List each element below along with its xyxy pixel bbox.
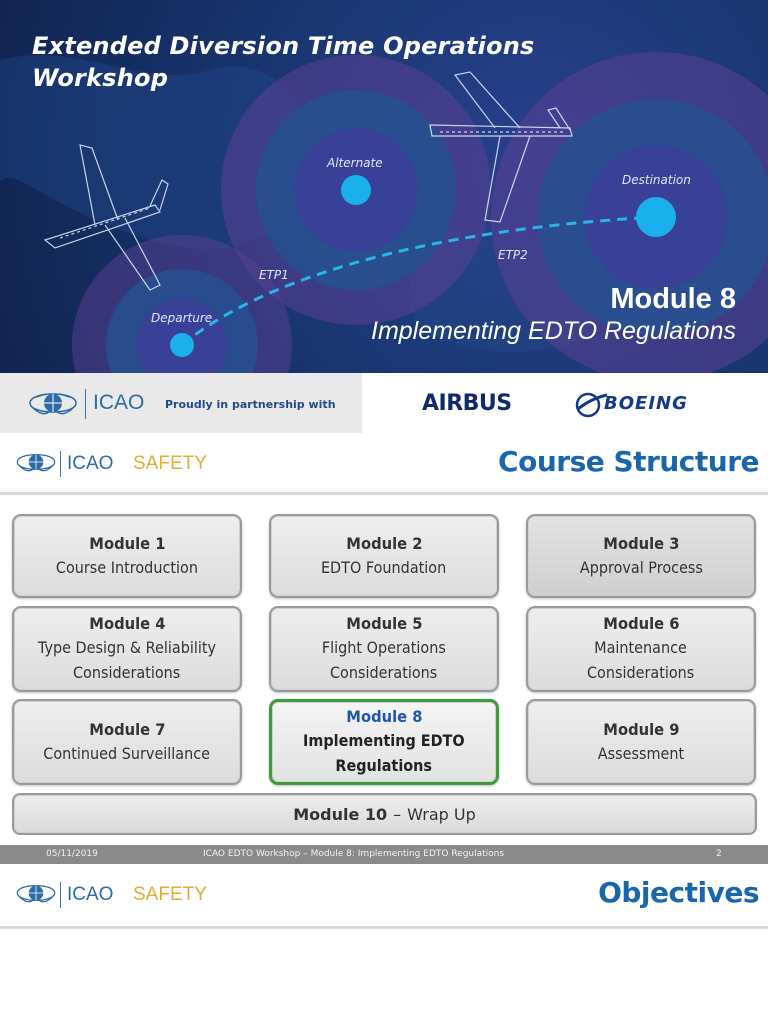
boeing-wordmark: BOEING bbox=[604, 393, 688, 414]
footer-page-number: 2 bbox=[716, 849, 722, 859]
module-title: Module 8 bbox=[345, 707, 423, 726]
module-title: Module 3 bbox=[602, 533, 680, 553]
page-title: Objectives bbox=[598, 876, 759, 909]
workshop-title bbox=[32, 30, 552, 94]
module-desc: Continued Surveillance bbox=[43, 743, 211, 763]
map-label-destination: Destination bbox=[622, 173, 691, 187]
partnership-text: Proudly in partnership with bbox=[165, 398, 336, 411]
module-grid bbox=[0, 499, 768, 845]
divider bbox=[60, 882, 61, 908]
module-badge bbox=[371, 283, 736, 347]
module-desc: Maintenance bbox=[594, 638, 688, 657]
divider bbox=[60, 451, 61, 477]
module-card-5 bbox=[269, 606, 499, 692]
icao-emblem-icon bbox=[26, 385, 80, 421]
module-card-1 bbox=[12, 514, 242, 598]
module-desc: Considerations bbox=[73, 663, 181, 682]
footer-text: ICAO EDTO Workshop – Module 8: Implementing EDTO Regulations bbox=[203, 849, 505, 859]
partner-strip bbox=[0, 373, 768, 433]
divider bbox=[85, 389, 86, 419]
objectives-header bbox=[0, 864, 768, 929]
module-card-6 bbox=[526, 606, 756, 692]
title-separator: – bbox=[393, 804, 402, 824]
icao-wordmark: ICAO bbox=[67, 453, 114, 474]
module-card-4 bbox=[12, 606, 242, 692]
module-title: Module 5 bbox=[345, 614, 423, 633]
icao-emblem-icon bbox=[14, 445, 58, 479]
title-banner bbox=[0, 0, 768, 373]
module-card-9 bbox=[526, 699, 756, 785]
module-card-3 bbox=[526, 514, 756, 598]
map-label-etp1: ETP1 bbox=[259, 268, 289, 282]
workshop-title-line1: Extended Diversion Time Operations bbox=[32, 32, 535, 60]
module-title: Module 10 bbox=[293, 804, 388, 824]
module-desc: Course Introduction bbox=[55, 557, 199, 577]
module-subtitle: Implementing EDTO Regulations bbox=[371, 317, 736, 345]
icao-wordmark: ICAO bbox=[67, 884, 114, 905]
module-card-2 bbox=[269, 514, 499, 598]
footer-date: 05/11/2019 bbox=[46, 849, 98, 859]
boeing-symbol-icon bbox=[574, 387, 608, 421]
page-title: Course Structure bbox=[498, 445, 759, 478]
module-number: Module 8 bbox=[610, 283, 736, 315]
course-structure-header bbox=[0, 433, 768, 495]
module-title: Module 6 bbox=[602, 614, 680, 633]
module-card-8-current bbox=[269, 699, 499, 785]
icao-emblem-icon bbox=[14, 876, 58, 910]
map-label-alternate: Alternate bbox=[327, 156, 383, 170]
module-card-7 bbox=[12, 699, 242, 785]
module-desc: Considerations bbox=[587, 663, 695, 682]
module-title: Module 1 bbox=[88, 533, 166, 553]
safety-wordmark: SAFETY bbox=[133, 884, 207, 905]
map-label-etp2: ETP2 bbox=[498, 248, 528, 262]
module-card-10 bbox=[12, 793, 757, 835]
module-desc: Type Design & Reliability bbox=[37, 638, 217, 657]
module-title: Module 9 bbox=[602, 719, 680, 739]
module-desc: Assessment bbox=[597, 743, 685, 763]
workshop-title-line2: Workshop bbox=[32, 64, 169, 92]
module-title: Module 7 bbox=[88, 719, 166, 739]
module-desc: Wrap Up bbox=[407, 804, 476, 824]
map-label-departure: Departure bbox=[151, 311, 213, 325]
icao-partner-block bbox=[0, 373, 362, 433]
boeing-logo bbox=[574, 387, 688, 426]
safety-wordmark: SAFETY bbox=[133, 453, 207, 474]
icao-wordmark: ICAO bbox=[93, 391, 145, 414]
module-title: Module 2 bbox=[345, 533, 423, 553]
module-desc: Considerations bbox=[330, 663, 438, 682]
module-desc: EDTO Foundation bbox=[321, 557, 447, 577]
airbus-logo: AIRBUS bbox=[422, 391, 512, 416]
slide-body bbox=[0, 929, 768, 1024]
slide-footer bbox=[0, 845, 768, 864]
module-desc: Approval Process bbox=[579, 557, 703, 577]
module-desc: Regulations bbox=[335, 756, 433, 775]
module-desc: Flight Operations bbox=[322, 638, 446, 657]
module-desc: Implementing EDTO bbox=[303, 731, 465, 750]
module-title: Module 4 bbox=[88, 614, 166, 633]
